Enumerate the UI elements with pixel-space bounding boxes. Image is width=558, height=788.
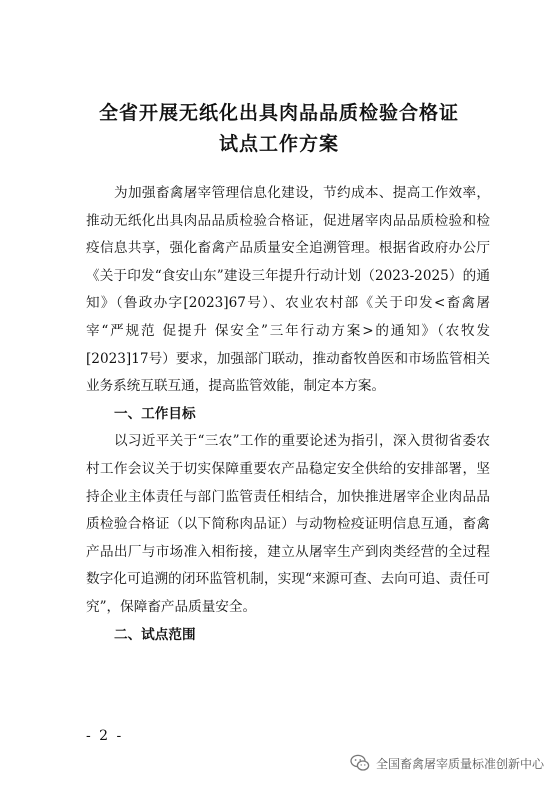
document-title-line1: 全省开展无纸化出具肉品品质检验合格证 — [98, 102, 459, 124]
goals-paragraph: 以习近平关于“三农”工作的重要论述为指引，深入贯彻省委农村工作会议关于切实保障重要农产品稳定安全供给的安排部署，坚持企业主体责任与部门监管责任相结合，加快推进屠宰企业肉品品质检验合格证（以下简称肉品证）与动物检疫证明信息互通，畜禽产品出厂与市场准入相衔接，建立从屠宰生产到肉类经营的全过程数字化可追溯的闭环监管机制，实现“来源可查、去向可追、责任可究”，保障畜产品质量安全。 — [86, 433, 490, 615]
document-title-line2: 试点工作方案 — [218, 133, 339, 155]
watermark — [350, 752, 544, 774]
intro-paragraph: 为加强畜禽屠宰管理信息化建设，节约成本、提高工作效率，推动无纸化出具肉品品质检验合格证，促进屠宰肉品品质检验和检疫信息共享，强化畜禽产品质量安全追溯管理。根据省政府办公厅《关于印发“食安山东”建设三年提升行动计划（2023-2025）的通知》（鲁政办字[2023]67号）、农业农村部《关于印发<畜禽屠宰“严规范 促提升 保安全”三年行动方案>的通知》（农牧发[2023]17号）要求，加强部门联动，推动畜牧兽医和市场监管相关业务系统互联互通，提高监管效能，制定本方案。 — [86, 185, 490, 395]
document-body — [86, 180, 490, 649]
section-heading-scope: 二、试点范围 — [114, 626, 196, 643]
section-heading-goals: 一、工作目标 — [114, 405, 196, 422]
page-number: - 2 - — [86, 728, 124, 744]
wechat-icon — [350, 754, 370, 772]
watermark-text: 全国畜禽屠宰质量标准创新中心 — [375, 756, 544, 771]
